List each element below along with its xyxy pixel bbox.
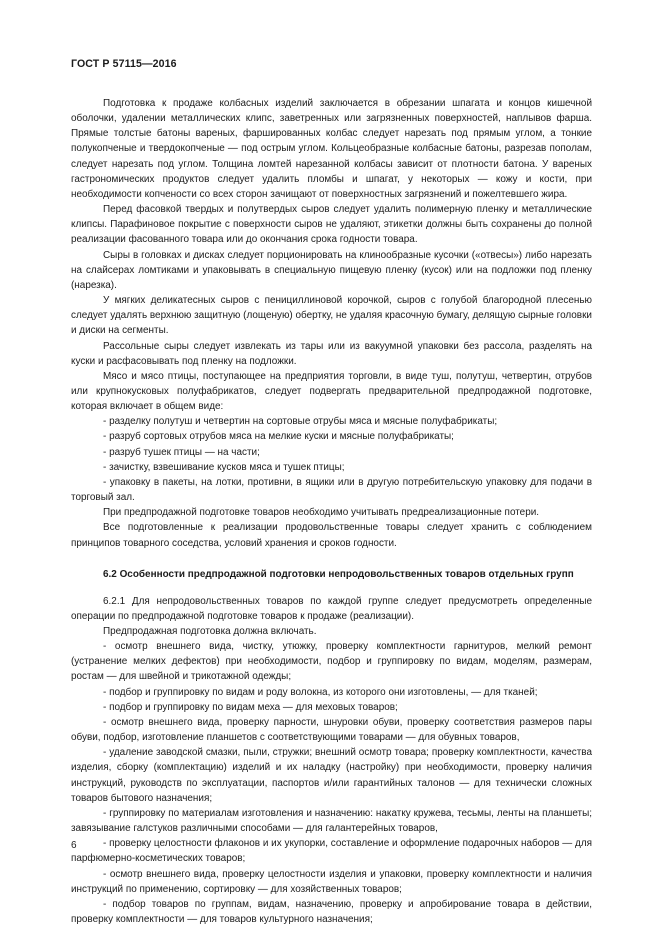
paragraph: Предпродажная подготовка должна включать. — [103, 626, 317, 637]
paragraph: Подготовка к продаже колбасных изделий заключается в обрезании шпагата и концов кишечной оболочки, удалении металлических клипс, заветренных или загрязненных поверхностей, наплывов фарша. Прямые толстые батоны вареных, фаршированных колбас следует нарезать под прямым углом, а тонкие полукопченые и твердокопченые — под острым углом. Кольцеобразные колбасные батоны, разрезав пополам, следует нарезать под углом. Толщина ломтей нарезанной колбасы зависит от плотности батона. У вареных гастрономических продуктов следует удалить пломбы и шпагат, у некоторых — кожу и кости, при необходимости копчености со всех сторон зачищают от поверхностных загрязнений и пожелтевшего жира. — [71, 98, 592, 200]
paragraph: Перед фасовкой твердых и полутвердых сыров следует удалить полимерную пленку и металлические клипсы. Парафиновое покрытие с поверхности сыров не удаляют, этикетки должны быть сохранены до полной реализации фасованного товара или до окончания срока годности товара. — [71, 204, 592, 246]
paragraph: Сыры в головках и дисках следует порционировать на клинообразные кусочки («отвесы») либо нарезать на слайсерах ломтиками и упаковывать в специальную пищевую пленку (кусок) или на подложки под пленку (нарезка). — [71, 249, 592, 291]
paragraph: Мясо и мясо птицы, поступающее на предприятия торговли, в виде туш, полутуш, четвертин, отрубов или крупнокусковых полуфабрикатов, следует подвергать предварительной предпродажной подготовке, которая включает в общем виде: — [71, 370, 592, 413]
document-body — [71, 96, 592, 927]
document-header: ГОСТ Р 57115—2016 — [71, 58, 177, 70]
list-item: - осмотр внешнего вида, проверку целостности изделия и упаковки, проверку комплектности и наличия инструкций по применению, сортировку — для хозяйственных товаров; — [71, 868, 592, 895]
section-heading: 6.2 Особенности предпродажной подготовки непродовольственных товаров отдельных групп — [103, 568, 574, 580]
page-number: 6 — [71, 840, 77, 851]
list-item: - осмотр внешнего вида, чистку, утюжку, проверку комплектности гарнитуров, мелкий ремонт (устранение мелких дефектов) при необходимости, подбор и группировку по видам, моделям, размерам, ростам — для швейной и трикотажной одежды; — [71, 641, 592, 683]
list-item: - осмотр внешнего вида, проверку парности, шнуровки обуви, проверку соответствия размеров пары обуви, подбор, изготовление планшетов с соответствующими товарами — для обувных товаров, — [71, 716, 592, 744]
paragraph: 6.2.1 Для непродовольственных товаров по каждой группе следует предусмотреть определенные операции по предпродажной подготовке товаров к продаже (реализации). — [71, 595, 592, 622]
list-item: - группировку по материалам изготовления и назначению: накатку кружева, тесьмы, ленты на планшеты; завязывание галстуков различными способами — для галантерейных товаров, — [71, 807, 592, 835]
paragraph: Все подготовленные к реализации продовольственные товары следует хранить с соблюдением принципов товарного соседства, условий хранения и сроков годности. — [71, 522, 592, 549]
list-item: - удаление заводской смазки, пыли, стружки; внешний осмотр товара; проверку комплектности, качества изделия, сборку (комплектацию) изделий и их наладку (настройку) при необходимости, проверку наличия инструкций, руководств по эксплуатации, паспортов и/или гарантийных талонов — для технически сложных товаров бытового назначения; — [71, 747, 592, 804]
list-item: - зачистку, взвешивание кусков мяса и тушек птицы; — [103, 461, 345, 473]
paragraph: Рассольные сыры следует извлекать из тары или из вакуумной упаковки без рассола, разделять на куски и расфасовывать под пленку на подложки. — [71, 340, 592, 367]
list-item: - подбор и группировку по видам и роду волокна, из которого они изготовлены, — для тканей; — [103, 686, 538, 698]
list-item: - проверку целостности флаконов и их укупорки, составление и оформление подарочных наборов — для парфюмерно-косметических товаров; — [71, 838, 592, 865]
list-item: - подбор и группировку по видам меха — для меховых товаров; — [103, 701, 398, 713]
list-item: - разруб тушек птицы — на части; — [103, 446, 260, 458]
list-item: - упаковку в пакеты, на лотки, противни, в ящики или в другую потребительскую упаковку для подачи в торговый зал. — [71, 476, 592, 504]
list-item: - подбор товаров по группам, видам, назначению, проверку и апробирование товара в действии, проверку комплектности — для товаров культурного назначения; — [71, 898, 592, 925]
list-item: - разделку полутуш и четвертин на сортовые отрубы мяса и мясные полуфабрикаты; — [103, 416, 498, 428]
paragraph: У мягких деликатесных сыров с пенициллиновой корочкой, сыров с голубой благородной плесенью следует удалять верхнюю защитную (лощеную) обертку, не удаляя красочную бумагу, делящую сырные головки и диски на сегменты. — [71, 295, 592, 337]
paragraph: При предпродажной подготовке товаров необходимо учитывать предреализационные потери. — [103, 507, 540, 519]
list-item: - разруб сортовых отрубов мяса на мелкие куски и мясные полуфабрикаты; — [103, 431, 454, 443]
